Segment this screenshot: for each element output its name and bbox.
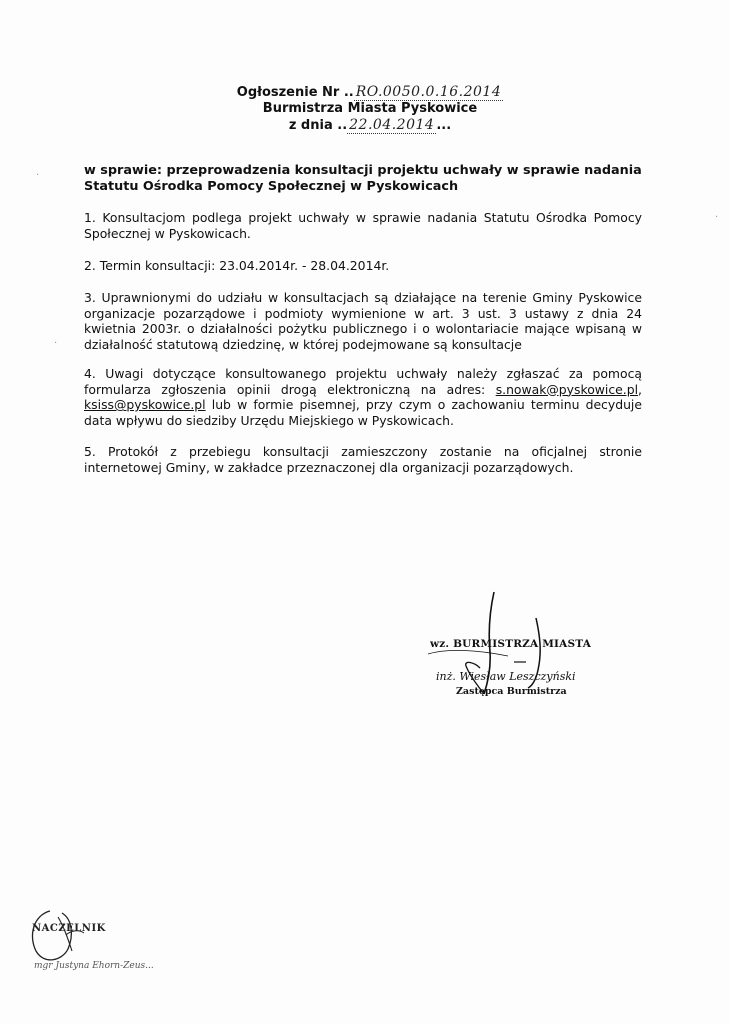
naczelnik-signature (28, 905, 198, 985)
signature-stamp-title: wz. BURMISTRZA MIASTA (430, 638, 592, 650)
paragraph-3: 3. Uprawnionymi do udziału w konsultacjach są działające na terenie Gminy Pyskowice organizacje pozarządowe i podmioty wymienione w art. 3 ust. 3 ustawy z dnia 24 kwietnia 2003r. o działalności pożytku publicznego i o wolontariacie mające wpisaną w działalność statutową dziedzinę, w której podejmowane są konsultacje (84, 290, 642, 352)
announcement-date: z dnia .. 22.04.2014 ... (288, 117, 452, 133)
signature-stamp-name: inż. Wiesław Leszczyński (436, 670, 576, 683)
paragraph-2: 2. Termin konsultacji: 23.04.2014r. - 28.04.2014r. (84, 258, 390, 273)
announcement-header (200, 84, 540, 134)
signature-stamp-role: Zastępca Burmistrza (456, 686, 567, 697)
announcement-issuer: Burmistrza Miasta Pyskowice (262, 101, 478, 116)
scan-speck: · (54, 338, 58, 349)
signature-block (418, 590, 618, 710)
naczelnik-stamp (28, 905, 198, 985)
scan-speck: · (36, 170, 40, 181)
scan-speck: · (715, 212, 719, 223)
paragraph-5: 5. Protokół z przebiegu konsultacji zamieszczony zostanie na oficjalnej stronie internetowej Gminy, w zakładce przeznaczonej dla organizacji pozarządowych. (84, 444, 642, 475)
handwritten-number: RO.0050.0.16.2014 (355, 84, 502, 100)
naczelnik-stamp-title: NACZELNIK (32, 923, 106, 934)
naczelnik-stamp-name: mgr Justyna Ehorn-Zeus... (34, 961, 154, 971)
announcement-title: Ogłoszenie Nr .. RO.0050.0.16.2014 (236, 84, 502, 100)
email-link-snowak[interactable]: s.nowak@pyskowice.pl (495, 381, 639, 397)
email-link-ksiss[interactable]: ksiss@pyskowice.pl (84, 397, 206, 413)
handwritten-date: 22.04.2014 (349, 117, 435, 133)
paragraph-4: 4. Uwagi dotyczące konsultowanego projektu uchwały należy zgłaszać za pomocą formularza zgłoszenia opinii drogą elektroniczną na adres: s.nowak@pyskowice.pl, ksiss@pyskowice.pl lub w formie pisemnej, przy czym o zachowaniu terminu decyduje data wpływu do siedziby Urzędu Miejskiego w Pyskowicach. (84, 366, 642, 428)
announcement-subject: w sprawie: przeprowadzenia konsultacji projektu uchwały w sprawie nadania Statutu Ośrodka Pomocy Społecznej w Pyskowicach (84, 163, 642, 194)
paragraph-1: 1. Konsultacjom podlega projekt uchwały w sprawie nadania Statutu Ośrodka Pomocy Społecznej w Pyskowicach. (84, 210, 642, 241)
